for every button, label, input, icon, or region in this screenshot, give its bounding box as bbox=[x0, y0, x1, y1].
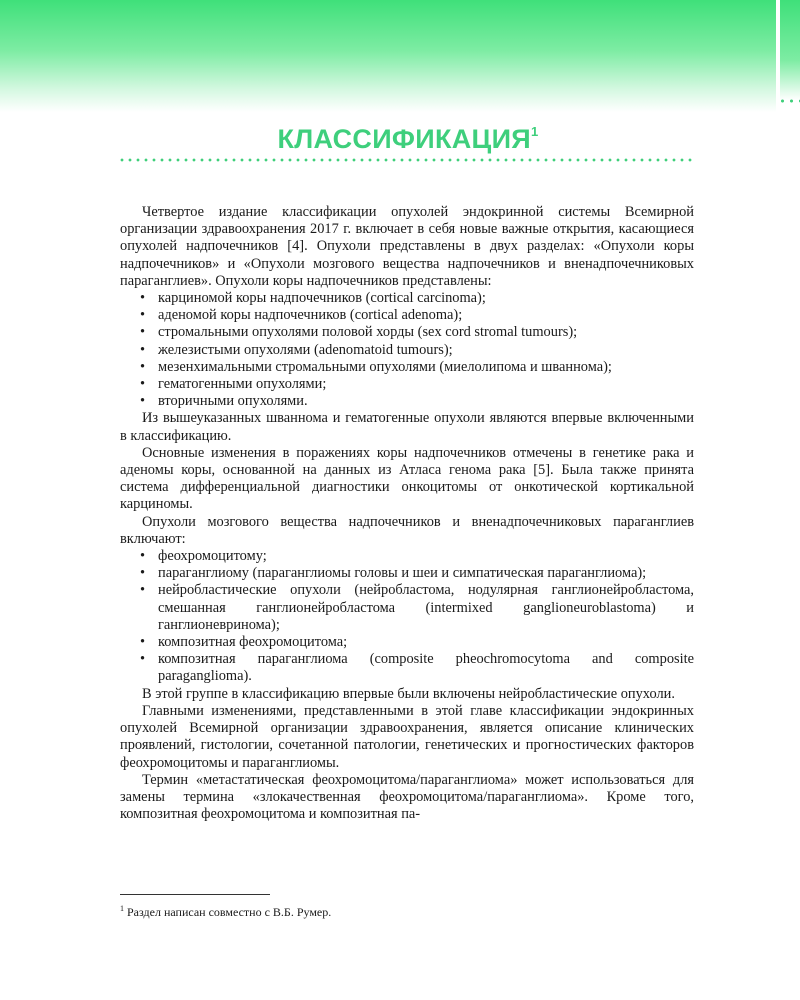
header-gradient-band bbox=[0, 0, 776, 112]
list-item: • аденомой коры надпочечников (cortical adenoma); bbox=[120, 307, 694, 324]
list-item: • композитная параганглиома (composite pheochromocytoma and composite paraganglioma). bbox=[120, 651, 694, 685]
list-item: • композитная феохромоцитома; bbox=[120, 634, 694, 651]
footnote-text: Раздел написан совместно с В.Б. Румер. bbox=[127, 905, 332, 919]
list-item: • мезенхимальными стромальными опухолями (миелолипома и шваннома); bbox=[120, 359, 694, 376]
footnote-rule bbox=[120, 894, 270, 895]
list-item: • гематогенными опухолями; bbox=[120, 376, 694, 393]
list-item: • нейробластические опухоли (нейробластома, нодулярная ганглионейробластома, смешанная ганглионейробластома (intermixed ganglioneuroblastoma) и ганглионевринома); bbox=[120, 582, 694, 634]
paragraph: Опухоли мозгового вещества надпочечников и вненадпочечниковых параганглиев включают: bbox=[120, 513, 694, 547]
paragraph-intro: Четвертое издание классификации опухолей эндокринной системы Всемирной организации здравоохранения 2017 г. включает в себя новые важные открытия, касающиеся опухолей надпочечников [4]. Опухоли представлены в двух разделах: «Опухоли коры надпочечников» и «Опухоли мозгового вещества надпочечников и вненадпочечниковых параганглиев». Опухоли коры надпочечников представлены: bbox=[120, 204, 694, 289]
footnote-mark: 1 bbox=[120, 904, 124, 913]
edge-dot-row bbox=[778, 97, 800, 105]
list-item: • вторичными опухолями. bbox=[120, 393, 694, 410]
paragraph: В этой группе в классификацию впервые были включены нейробластические опухоли. bbox=[142, 685, 675, 702]
list-item: • карциномой коры надпочечников (cortical carcinoma); bbox=[120, 290, 694, 307]
paragraph: Из вышеуказанных шваннома и гематогенные опухоли являются впервые включенными в классификацию. bbox=[120, 410, 694, 444]
page-edge-strip bbox=[780, 0, 800, 100]
medulla-tumor-list bbox=[120, 548, 694, 686]
list-item: • стромальными опухолями половой хорды (sex cord stromal tumours); bbox=[120, 324, 694, 341]
section-title-text: КЛАССИФИКАЦИЯ bbox=[277, 124, 531, 154]
section-title bbox=[120, 124, 696, 155]
list-item: • параганглиому (параганглиомы головы и шеи и симпатическая параганглиома); bbox=[120, 565, 694, 582]
paragraph: Главными изменениями, представленными в этой главе классификации эндокринных опухолей Всемирной организации здравоохранения, является описание клинических проявлений, гистологии, сочетанной патологии, генетических и прогностических факторов феохромоцитомы и параганглиомы. bbox=[120, 702, 694, 771]
title-dotted-rule bbox=[118, 157, 696, 163]
footnote bbox=[120, 901, 694, 920]
cortex-tumor-list bbox=[120, 290, 694, 410]
title-footnote-mark: 1 bbox=[531, 124, 539, 139]
paragraph: Термин «метастатическая феохромоцитома/параганглиома» может использоваться для замены термина «злокачественная феохромоцитома/параганглиома». Кроме того, композитная феохромоцитома и композитная па- bbox=[120, 771, 694, 823]
list-item: • феохромоцитому; bbox=[120, 548, 694, 565]
list-item: • железистыми опухолями (adenomatoid tumours); bbox=[120, 342, 694, 359]
paragraph: Основные изменения в поражениях коры надпочечников отмечены в генетике рака и аденомы коры, основанной на данных из Атласа генома рака [5]. Была также принята система дифференциальной диагностики онкоцитомы от онкотической кортикальной карциномы. bbox=[120, 444, 694, 513]
body-text bbox=[120, 204, 694, 823]
